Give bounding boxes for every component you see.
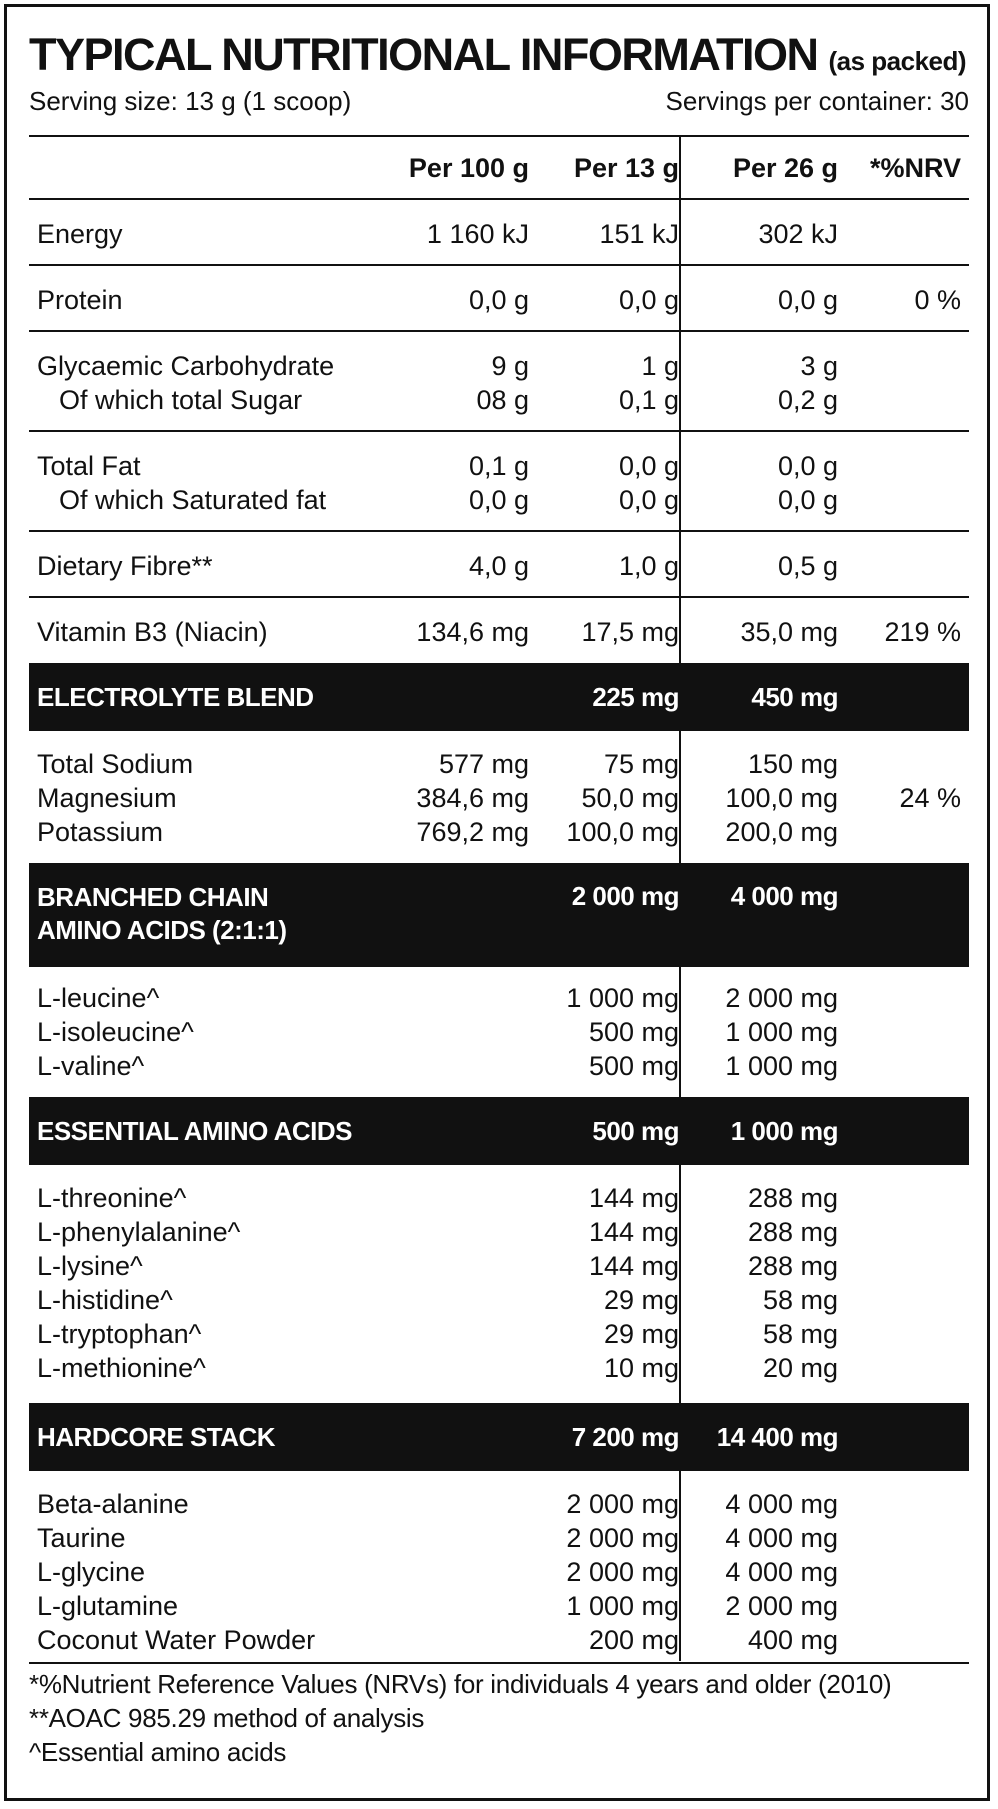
nutrient-row-fat (29, 449, 969, 483)
row-rule (29, 596, 969, 598)
nutrition-panel (4, 4, 990, 1801)
value-per13: 17,5 mg (581, 617, 679, 647)
value-per26: 0,2 g (777, 385, 838, 415)
value-per26: 1 000 mg (725, 1017, 838, 1047)
col-per13-header: Per 13 g (573, 153, 679, 183)
section-total-per26: 14 400 mg (716, 1422, 838, 1452)
row-rule (29, 198, 969, 200)
value-per100: 08 g (476, 385, 529, 415)
list-item (29, 781, 969, 815)
nutrient-label: Vitamin B3 (Niacin) (37, 617, 268, 647)
col-per26-header: Per 26 g (732, 153, 838, 183)
nutrient-label: L-histidine^ (37, 1285, 173, 1315)
nutrient-label: L-valine^ (37, 1051, 145, 1081)
section-title: ESSENTIAL AMINO ACIDS (37, 1116, 353, 1146)
nutrient-label: L-tryptophan^ (37, 1319, 202, 1349)
list-item (29, 1317, 969, 1351)
value-per13: 100,0 mg (566, 817, 679, 847)
list-item (29, 1487, 969, 1521)
value-per26: 1 000 mg (725, 1051, 838, 1081)
nutrient-label: L-lysine^ (37, 1251, 143, 1281)
value-per26: 0,5 g (777, 551, 838, 581)
value-per26: 20 mg (762, 1353, 838, 1383)
value-per13: 1 g (641, 351, 679, 381)
value-per13: 0,1 g (618, 385, 679, 415)
nutrient-label: Coconut Water Powder (37, 1625, 316, 1655)
value-per26: 3 g (800, 351, 838, 381)
value-per13: 0,0 g (618, 485, 679, 515)
value-per26: 150 mg (747, 749, 838, 779)
value-per26: 0,0 g (777, 285, 838, 315)
nutrient-row-carbohydrate (29, 349, 969, 383)
panel-header (29, 29, 969, 117)
col-nrv-header: *%NRV (869, 153, 961, 183)
value-nrv: 0 % (914, 285, 961, 315)
serving-size: Serving size: 13 g (1 scoop) (29, 86, 352, 116)
section-band-eaa (29, 1097, 969, 1165)
list-item (29, 1555, 969, 1589)
list-item (29, 981, 969, 1015)
value-per13: 50,0 mg (581, 783, 679, 813)
nutrient-label: L-glycine (37, 1557, 146, 1587)
value-per26: 0,0 g (777, 451, 838, 481)
nutrient-label: Protein (37, 285, 123, 315)
value-per26: 4 000 mg (725, 1523, 838, 1553)
value-per26: 4 000 mg (725, 1489, 838, 1519)
value-per26: 4 000 mg (725, 1557, 838, 1587)
value-per13: 2 000 mg (566, 1523, 679, 1553)
list-item (29, 1215, 969, 1249)
nutrient-label: Glycaemic Carbohydrate (37, 351, 335, 381)
list-item (29, 1351, 969, 1385)
value-per13: 29 mg (603, 1285, 679, 1315)
nutrient-label: L-methionine^ (37, 1353, 206, 1383)
title-suffix: (as packed) (828, 46, 967, 76)
nutrient-label: L-glutamine (37, 1591, 179, 1621)
value-nrv: 24 % (899, 783, 961, 813)
nutrient-label: Beta-alanine (37, 1489, 189, 1519)
value-per100: 0,1 g (468, 451, 529, 481)
value-per100: 577 mg (438, 749, 529, 779)
section-title-line2: AMINO ACIDS (2:1:1) (37, 915, 287, 945)
value-per26: 58 mg (762, 1285, 838, 1315)
servings-per-container: Servings per container: 30 (665, 86, 969, 116)
nutrient-label: L-phenylalanine^ (37, 1217, 241, 1247)
value-per13: 10 mg (603, 1353, 679, 1383)
nutrient-label: L-isoleucine^ (37, 1017, 194, 1047)
value-per100: 9 g (491, 351, 529, 381)
list-item (29, 1521, 969, 1555)
section-band-bcaa (29, 863, 969, 967)
nutrient-row-saturated-fat (29, 483, 969, 517)
value-per13: 1,0 g (618, 551, 679, 581)
list-item (29, 747, 969, 781)
value-per26: 2 000 mg (725, 983, 838, 1013)
value-per26: 100,0 mg (725, 783, 838, 813)
value-per13: 1 000 mg (566, 983, 679, 1013)
list-item (29, 1283, 969, 1317)
nutrient-row-sugar (29, 383, 969, 417)
value-per26: 2 000 mg (725, 1591, 838, 1621)
col-per100-header: Per 100 g (408, 153, 529, 183)
title-main: TYPICAL NUTRITIONAL INFORMATION (29, 29, 818, 80)
nutrient-row-fibre (29, 549, 969, 583)
value-per26: 200,0 mg (725, 817, 838, 847)
section-band-electrolyte (29, 663, 969, 731)
value-per26: 302 kJ (758, 219, 838, 249)
value-per26: 288 mg (747, 1183, 838, 1213)
nutrient-label: Of which total Sugar (59, 385, 303, 415)
section-band-hardcore (29, 1403, 969, 1471)
nutrient-label: Total Fat (37, 451, 141, 481)
value-per100: 0,0 g (468, 285, 529, 315)
footnote-nrv: *%Nutrient Reference Values (NRVs) for individuals 4 years and older (2010) (29, 1669, 892, 1699)
value-per26: 288 mg (747, 1251, 838, 1281)
footnote-fibre-method: **AOAC 985.29 method of analysis (29, 1703, 425, 1733)
value-per13: 0,0 g (618, 285, 679, 315)
nutrient-label: Magnesium (37, 783, 177, 813)
row-rule (29, 530, 969, 532)
value-per26: 35,0 mg (740, 617, 838, 647)
nutrient-label: Taurine (37, 1523, 126, 1553)
value-nrv: 219 % (884, 617, 961, 647)
section-total-per13: 7 200 mg (571, 1422, 679, 1452)
value-per13: 144 mg (588, 1183, 679, 1213)
value-per100: 384,6 mg (416, 783, 529, 813)
footnotes (29, 1667, 979, 1769)
section-total-per26: 1 000 mg (730, 1116, 838, 1146)
value-per13: 0,0 g (618, 451, 679, 481)
value-per13: 1 000 mg (566, 1591, 679, 1621)
table-top-rule (29, 135, 969, 137)
nutrient-label: Of which Saturated fat (59, 485, 327, 515)
list-item (29, 1181, 969, 1215)
value-per100: 0,0 g (468, 485, 529, 515)
nutrient-label: Dietary Fibre** (37, 551, 213, 581)
list-item (29, 1015, 969, 1049)
value-per26: 58 mg (762, 1319, 838, 1349)
section-total-per13: 2 000 mg (571, 881, 679, 911)
nutrient-row-protein (29, 283, 969, 317)
column-header-row (29, 151, 969, 185)
value-per13: 144 mg (588, 1217, 679, 1247)
serving-info (29, 85, 969, 117)
value-per13: 2 000 mg (566, 1557, 679, 1587)
value-per13: 75 mg (603, 749, 679, 779)
value-per13: 151 kJ (599, 219, 679, 249)
list-item (29, 1623, 969, 1657)
row-rule (29, 330, 969, 332)
value-per100: 769,2 mg (416, 817, 529, 847)
section-title: HARDCORE STACK (37, 1422, 276, 1452)
list-item (29, 1249, 969, 1283)
section-title: ELECTROLYTE BLEND (37, 682, 314, 712)
nutrient-label: Energy (37, 219, 123, 249)
value-per26: 400 mg (747, 1625, 838, 1655)
nutrient-label: L-leucine^ (37, 983, 160, 1013)
section-title-line1: BRANCHED CHAIN (37, 882, 269, 912)
list-item (29, 1049, 969, 1083)
value-per13: 200 mg (588, 1625, 679, 1655)
footnote-essential: ^Essential amino acids (29, 1737, 287, 1767)
panel-title (29, 29, 969, 87)
value-per13: 500 mg (588, 1017, 679, 1047)
value-per100: 4,0 g (468, 551, 529, 581)
value-per13: 29 mg (603, 1319, 679, 1349)
list-item (29, 815, 969, 849)
value-per26: 288 mg (747, 1217, 838, 1247)
nutrient-row-niacin (29, 615, 969, 649)
nutrient-label: L-threonine^ (37, 1183, 187, 1213)
value-per26: 0,0 g (777, 485, 838, 515)
nutrient-label: Potassium (37, 817, 164, 847)
value-per100: 1 160 kJ (426, 219, 529, 249)
section-total-per13: 225 mg (592, 682, 679, 712)
value-per13: 2 000 mg (566, 1489, 679, 1519)
row-rule (29, 264, 969, 266)
value-per13: 144 mg (588, 1251, 679, 1281)
nutrient-row-energy (29, 217, 969, 251)
list-item (29, 1589, 969, 1623)
row-rule (29, 430, 969, 432)
value-per13: 500 mg (588, 1051, 679, 1081)
section-total-per13: 500 mg (592, 1116, 679, 1146)
value-per100: 134,6 mg (416, 617, 529, 647)
section-total-per26: 4 000 mg (730, 881, 838, 911)
table-bottom-rule (29, 1662, 969, 1664)
section-total-per26: 450 mg (751, 682, 838, 712)
nutrient-label: Total Sodium (37, 749, 194, 779)
